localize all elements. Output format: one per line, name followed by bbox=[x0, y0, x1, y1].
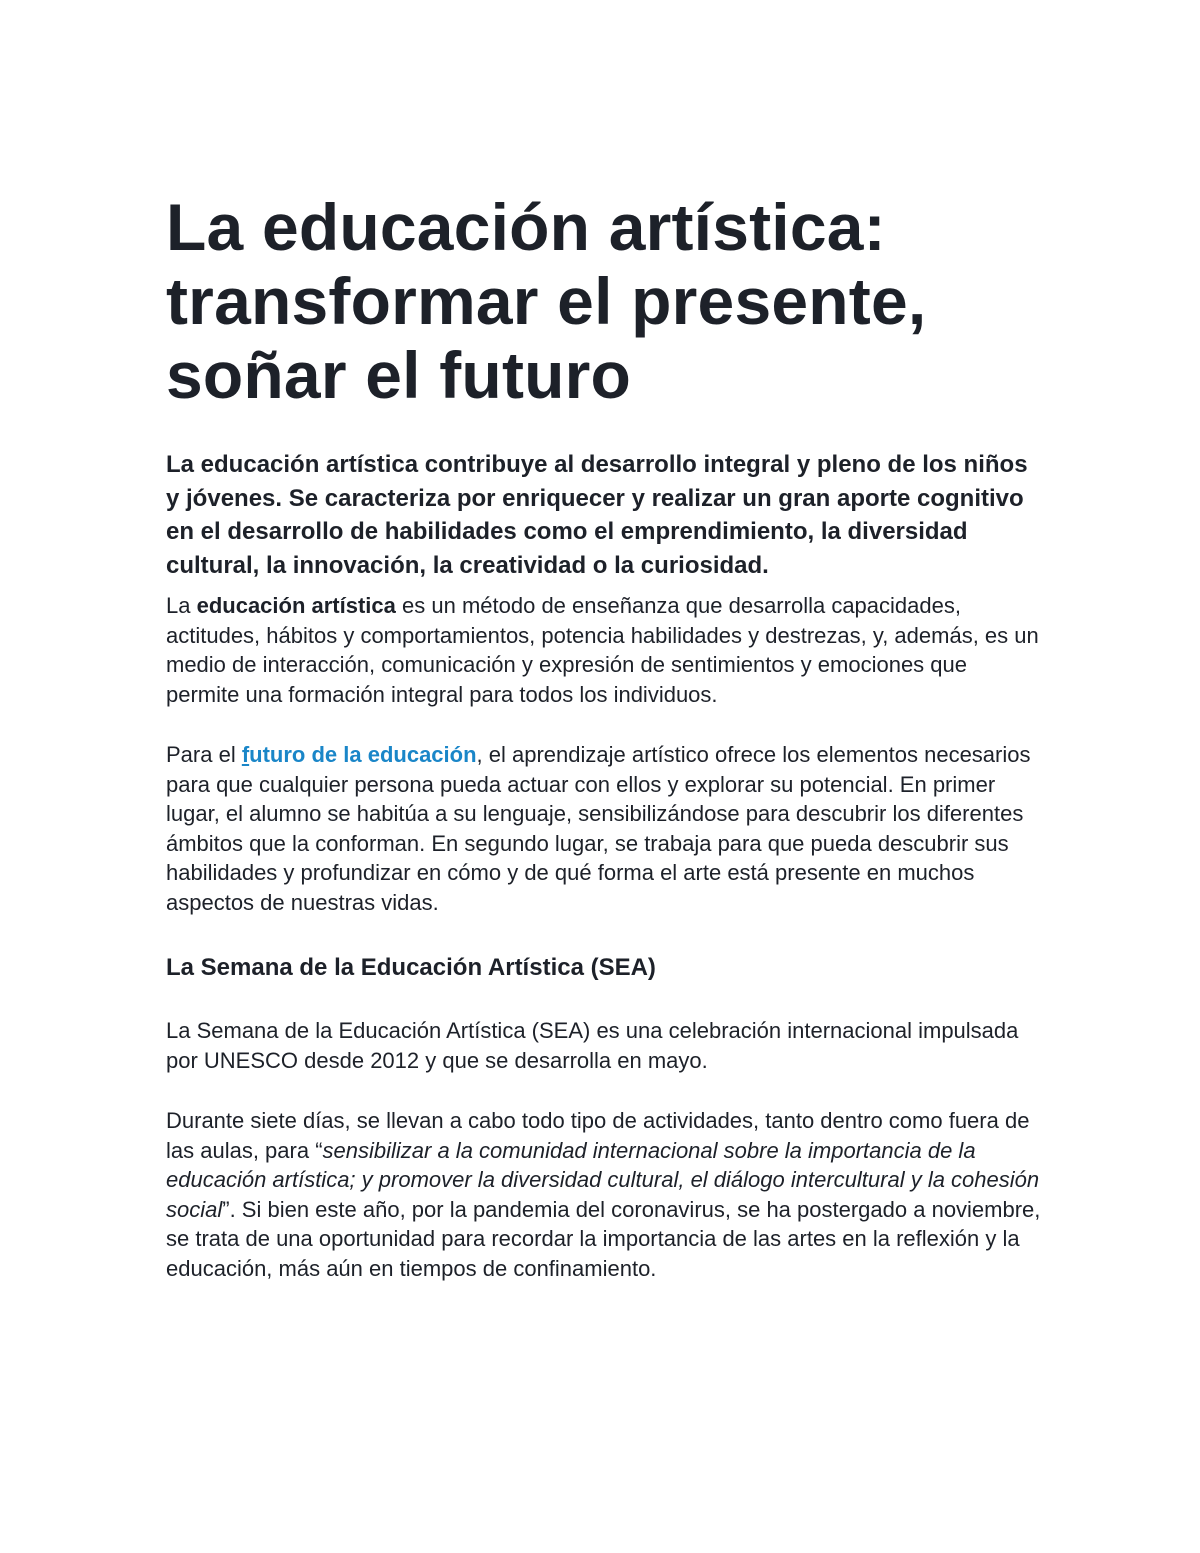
paragraph-definition bbox=[166, 591, 1046, 709]
futuro-educacion-link[interactable] bbox=[242, 742, 477, 767]
p2-text-post: , el aprendizaje artístico ofrece los elementos necesarios para que cualquier persona pueda actuar con ellos y explorar su potencial. En primer lugar, el alumno se habitúa a su lenguaje, sensibilizándose para descubrir los diferentes ámbitos que la conforman. En segundo lugar, se trabaja para que pueda descubrir sus habilidades y profundizar en cómo y de qué forma el arte está presente en muchos aspectos de nuestras vidas. bbox=[166, 742, 1031, 915]
section-heading-sea: La Semana de la Educación Artística (SEA) bbox=[166, 954, 656, 981]
page-title bbox=[166, 190, 1046, 412]
title-line-1: La educación artística: bbox=[166, 190, 886, 264]
paragraph-sea-activities bbox=[166, 1106, 1046, 1283]
p1-bold-term: educación artística bbox=[196, 593, 396, 618]
title-line-3: soñar el futuro bbox=[166, 338, 632, 412]
title-line-2: transformar el presente, bbox=[166, 264, 927, 338]
p4-italic-quote: sensibilizar a la comunidad internacional sobre la importancia de la educación artística; y promover la diversidad cultural, el diálogo intercultural y la cohesión social bbox=[166, 1137, 1040, 1222]
p2-text-pre: Para el bbox=[166, 742, 242, 767]
p1-text-post: es un método de enseñanza que desarrolla capacidades, actitudes, hábitos y comportamientos, potencia habilidades y destrezas, y, además, es un medio de interacción, comunicación y expresión de sentimientos y emociones que permite una formación integral para todos los individuos. bbox=[166, 593, 1039, 707]
paragraph-future bbox=[166, 740, 1046, 917]
document-page bbox=[166, 190, 1046, 1283]
p4-text-pre: Durante siete días, se llevan a cabo todo tipo de actividades, tanto dentro como fuera de las aulas, para “ bbox=[166, 1108, 1030, 1163]
paragraph-sea-intro: La Semana de la Educación Artística (SEA) es una celebración internacional impulsada por UNESCO desde 2012 y que se desarrolla en mayo. bbox=[166, 1018, 1019, 1073]
p1-text-pre: La bbox=[166, 593, 197, 618]
link-rest-text: uturo de la educación bbox=[249, 742, 477, 767]
lead-paragraph: La educación artística contribuye al desarrollo integral y pleno de los niños y jóvenes. Se caracteriza por enriquecer y realizar un gran aporte cognitivo en el desarrollo de habilidades como el emprendimiento, la diversidad cultural, la innovación, la creatividad o la curiosidad. bbox=[166, 451, 1028, 579]
p4-text-post: ”. Si bien este año, por la pandemia del coronavirus, se ha postergado a noviembre, se trata de una oportunidad para recordar la importancia de las artes en la reflexión y la educación, más aún en tiempos de confinamiento. bbox=[166, 1196, 1041, 1281]
link-first-letter: f bbox=[241, 742, 250, 767]
